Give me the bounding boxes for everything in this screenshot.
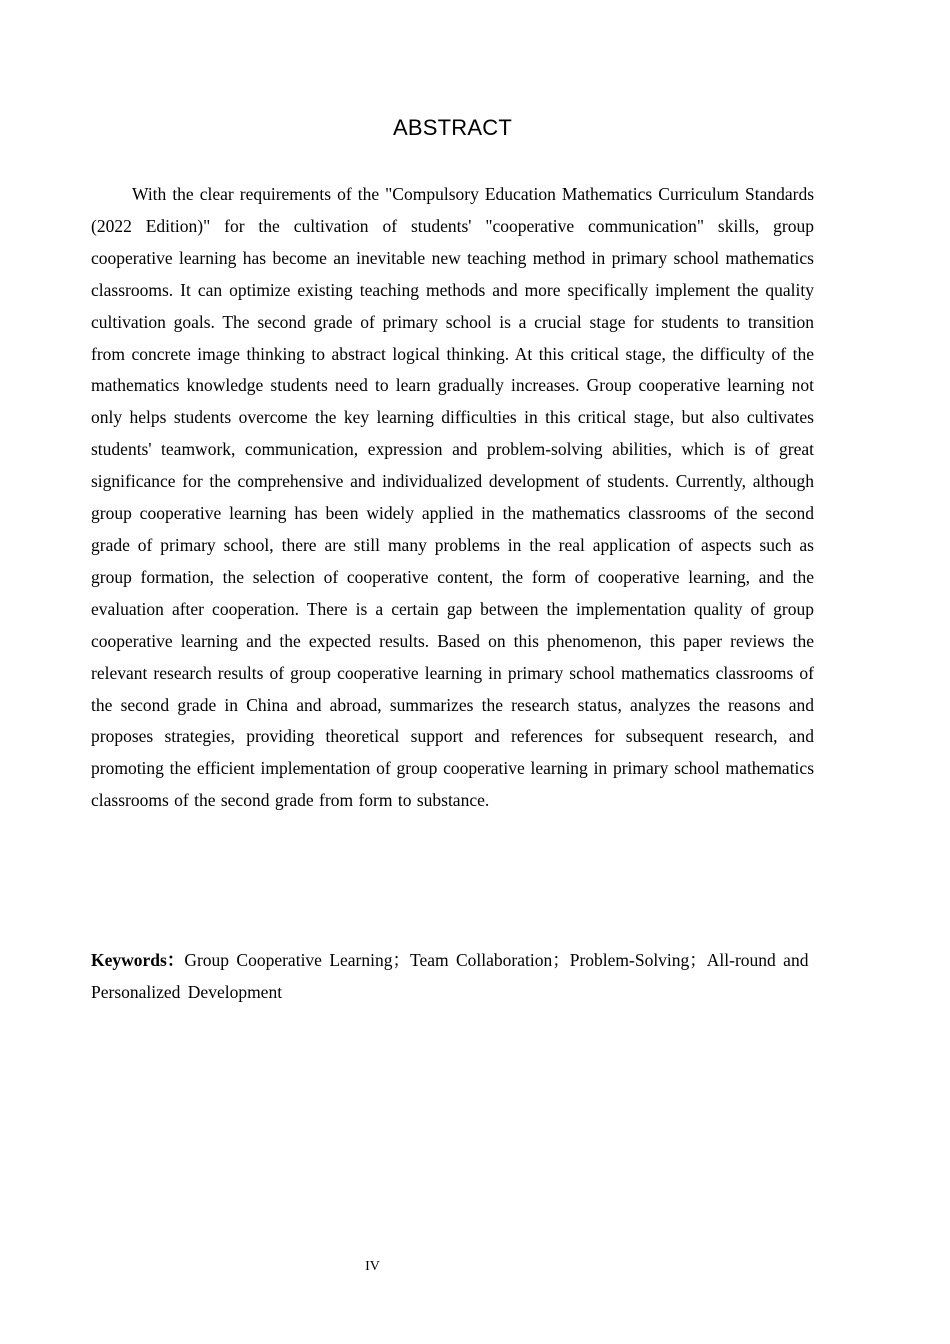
abstract-body: With the clear requirements of the "Compulsory Education Mathematics Curriculum Standards (2022 Edition)" for the cultivation of students' "cooperative communication" skills, group cooperative learning has become an inevitable new teaching method in primary school mathematics classrooms. It can optimize existing teaching methods and more specifically implement the quality cultivation goals. The second grade of primary school is a crucial stage for students to transition from concrete image thinking to abstract logical thinking. At this critical stage, the difficulty of the mathematics knowledge students need to learn gradually increases. Group cooperative learning not only helps students overcome the key learning difficulties in this critical stage, but also cultivates students' teamwork, communication, expression and problem-solving abilities, which is of great significance for the comprehensive and individualized development of students. Currently, although group cooperative learning has been widely applied in the mathematics classrooms of the second grade of primary school, there are still many problems in the real application of aspects such as group formation, the selection of cooperative content, the form of cooperative learning, and the evaluation after cooperation. There is a certain gap between the implementation quality of group cooperative learning and the expected results. Based on this phenomenon, this paper reviews the relevant research results of group cooperative learning in primary school mathematics classrooms of the second grade in China and abroad, summarizes the research status, analyzes the reasons and proposes strategies, providing theoretical support and references for subsequent research, and promoting the efficient implementation of group cooperative learning in primary school mathematics classrooms of the second grade from form to substance. [91,184,814,811]
page-number: IV [365,1259,380,1274]
keywords-paragraph [91,945,814,1009]
keywords-label: Keywords： [91,950,185,970]
page-title: ABSTRACT [393,115,512,140]
keywords-text: Group Cooperative Learning；Team Collaboration；Problem-Solving；All-round and Personalized Development [91,950,809,1002]
